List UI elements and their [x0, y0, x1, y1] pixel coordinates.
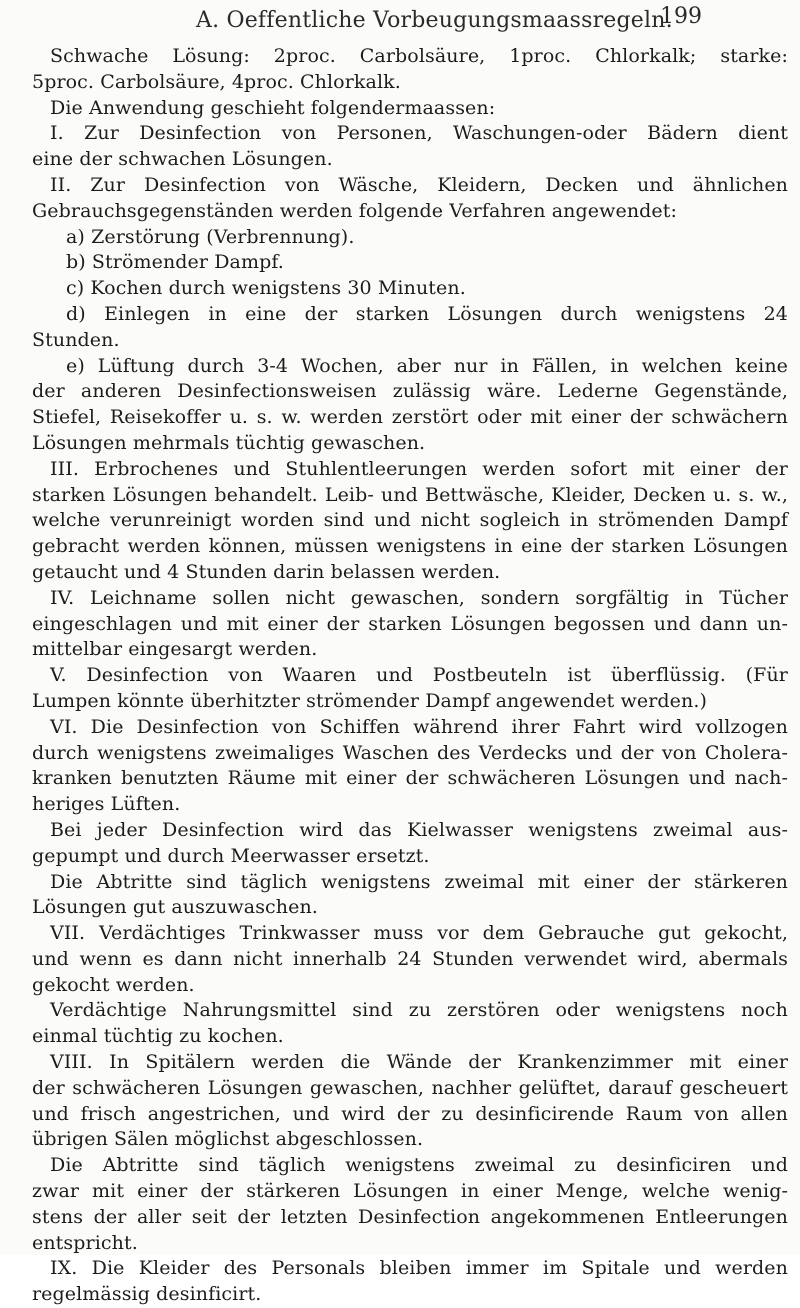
text-line: und wenn es dann nicht innerhalb 24 Stunden verwendet wird, abermals [32, 947, 788, 970]
text-line: 5proc. Carbolsäure, 4proc. Chlorkalk. [32, 70, 401, 93]
text-line: I. Zur Desinfection von Personen, Waschungen-oder Bädern dient [50, 122, 788, 145]
text-line: V. Desinfection von Waaren und Postbeuteln ist überflüssig. (Für [50, 664, 788, 687]
text-line: IV. Leichname sollen nicht gewaschen, sondern sorgfältig in Tücher [50, 586, 788, 609]
text-line: welche verunreinigt worden sind und nicht sogleich in strömenden Dampf [32, 509, 788, 532]
body-text [32, 44, 788, 1308]
text-line: II. Zur Desinfection von Wäsche, Kleidern, Decken und ähnlichen [50, 173, 788, 196]
text-line: heriges Lüften. [32, 793, 181, 816]
text-line: VIII. In Spitälern werden die Wände der Krankenzimmer mit einer [50, 1051, 788, 1074]
text-line: c) Kochen durch wenigstens 30 Minuten. [66, 277, 466, 300]
text-line: übrigen Sälen möglichst abgeschlossen. [32, 1128, 424, 1151]
page-number: 199 [660, 4, 702, 29]
text-line: starken Lösungen behandelt. Leib- und Bettwäsche, Kleider, Decken u. s. w., [32, 483, 788, 506]
text-line: gepumpt und durch Meerwasser ersetzt. [32, 844, 430, 867]
text-line: einmal tüchtig zu kochen. [32, 1025, 284, 1048]
text-line: Lösungen mehrmals tüchtig gewaschen. [32, 431, 426, 454]
text-line: eingeschlagen und mit einer der starken Lösungen begossen und dann un- [32, 612, 788, 635]
text-line: Die Anwendung geschieht folgendermaassen: [50, 96, 496, 119]
text-line: durch wenigstens zweimaliges Waschen des Verdecks und der von Cholera- [32, 741, 788, 764]
text-line: b) Strömender Dampf. [66, 251, 284, 274]
text-line: e) Lüftung durch 3-4 Wochen, aber nur in Fällen, in welchen keine [66, 354, 788, 377]
text-line: Gebrauchsgegenständen werden folgende Verfahren angewendet: [32, 199, 678, 222]
running-title: A. Oeffentliche Vorbeugungsmaassregeln. [196, 8, 673, 33]
text-line: regelmässig desinficirt. [32, 1283, 262, 1306]
text-line: und frisch angestrichen, und wird der zu desinficirende Raum von allen [32, 1102, 788, 1125]
text-line: Die Abtritte sind täglich wenigstens zweimal zu desinficiren und [50, 1154, 788, 1177]
text-line: Die Abtritte sind täglich wenigstens zweimal mit einer der stärkeren [50, 870, 788, 893]
text-line: kranken benutzten Räume mit einer der schwächeren Lösungen und nach- [32, 767, 788, 790]
text-line: IX. Die Kleider des Personals bleiben immer im Spitale und werden [50, 1257, 788, 1280]
text-line: a) Zerstörung (Verbrennung). [66, 225, 355, 248]
text-line: VII. Verdächtiges Trinkwasser muss vor dem Gebrauche gut gekocht, [50, 922, 788, 945]
text-line: d) Einlegen in eine der starken Lösungen durch wenigstens 24 [66, 302, 788, 325]
text-line: VI. Die Desinfection von Schiffen während ihrer Fahrt wird vollzogen [50, 715, 788, 738]
text-line: Stiefel, Reisekoffer u. s. w. werden zerstört oder mit einer der schwächern [32, 406, 788, 429]
text-line: Stunden. [32, 328, 120, 351]
text-line: Verdächtige Nahrungsmittel sind zu zerstören oder wenigstens noch [50, 999, 788, 1022]
text-line: Schwache Lösung: 2proc. Carbolsäure, 1proc. Chlorkalk; starke: [50, 45, 788, 67]
text-line: gekocht werden. [32, 973, 195, 996]
text-line: eine der schwachen Lösungen. [32, 148, 333, 171]
text-line: Bei jeder Desinfection wird das Kielwasser wenigstens zweimal aus- [50, 818, 788, 841]
text-line: Lösungen gut auszuwaschen. [32, 896, 318, 919]
text-line: zwar mit einer der stärkeren Lösungen in einer Menge, welche wenig- [32, 1180, 788, 1203]
text-line: mittelbar eingesargt werden. [32, 638, 318, 661]
text-line: entspricht. [32, 1231, 138, 1254]
text-line: der schwächeren Lösungen gewaschen, nachher gelüftet, darauf gescheuert [32, 1076, 788, 1099]
text-line: stens der aller seit der letzten Desinfection angekommenen Entleerungen [32, 1205, 788, 1228]
text-line: der anderen Desinfectionsweisen zulässig wäre. Lederne Gegenstände, [32, 380, 788, 403]
text-line: getaucht und 4 Stunden darin belassen werden. [32, 560, 501, 583]
text-line: Lumpen könnte überhitzter strömender Dampf angewendet werden.) [32, 689, 708, 712]
text-line: III. Erbrochenes und Stuhlentleerungen werden sofort mit einer der [50, 457, 788, 480]
text-line: gebracht werden können, müssen wenigstens in eine der starken Lösungen [32, 535, 788, 558]
